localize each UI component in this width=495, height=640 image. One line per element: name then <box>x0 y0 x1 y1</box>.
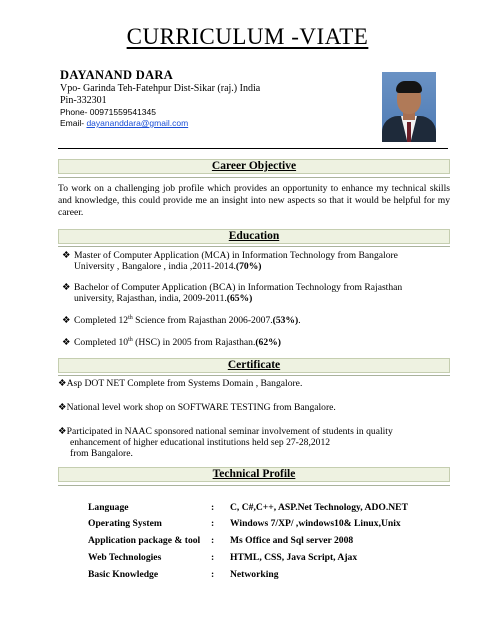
section-divider <box>58 375 450 376</box>
address-line: Vpo- Garinda Teh-Fatehpur Dist-Sikar (raj.) India <box>60 83 261 94</box>
education-item: ❖ Bachelor of Computer Application (BCA) in Information Technology from Rajasthan university, Rajasthan, india, 2009-2011.(65%) <box>62 282 403 304</box>
bullet-diamond-icon: ❖ <box>62 337 71 348</box>
bullet-diamond-icon: ❖ <box>58 378 67 389</box>
section-divider <box>58 246 450 247</box>
document-title: CURRICULUM -VIATE <box>126 24 369 49</box>
section-divider <box>58 177 450 178</box>
certificate-item: ❖National level work shop on SOFTWARE TESTING from Bangalore. <box>58 402 336 413</box>
email-link[interactable]: dayananddara@gmail.com <box>86 118 189 128</box>
bullet-diamond-icon: ❖ <box>58 426 67 437</box>
education-item: ❖ Master of Computer Application (MCA) in Information Technology from Bangalore University , Bangalore , india ,2011-2014.(70%) <box>62 250 398 272</box>
bullet-diamond-icon: ❖ <box>62 250 71 261</box>
technical-profile-heading: Technical Profile <box>58 467 450 482</box>
certificate-item: ❖Asp DOT NET Complete from Systems Domain , Bangalore. <box>58 378 303 389</box>
certificate-item: ❖Participated in NAAC sponsored national seminar involvement of students in quality enhancement of higher educational institutions held sep 27-28,2012 from Bangalore. <box>58 426 393 459</box>
section-divider <box>58 485 450 486</box>
profile-photo <box>382 72 436 142</box>
bullet-diamond-icon: ❖ <box>62 315 71 326</box>
education-item: ❖ Completed 10th (HSC) in 2005 from Rajasthan.(62%) <box>62 336 281 348</box>
email-line <box>60 118 188 128</box>
pin-code: Pin-332301 <box>60 95 107 106</box>
header-divider <box>58 148 448 149</box>
education-item: ❖ Completed 12th Science from Rajasthan 2006-2007.(53%). <box>62 314 301 326</box>
career-objective-text: To work on a challenging job profile which provides an opportunity to enhance my technical skills and knowledge, this could provide me an insight into new aspects so that it would be helpful for my career. <box>58 183 450 218</box>
bullet-diamond-icon: ❖ <box>58 402 67 413</box>
email-label: Email- <box>60 118 87 128</box>
career-objective-heading: Career Objective <box>58 159 450 174</box>
certificate-heading: Certificate <box>58 358 450 373</box>
phone-number: Phone- 00971559541345 <box>60 107 156 117</box>
bullet-diamond-icon: ❖ <box>62 282 71 293</box>
education-heading: Education <box>58 229 450 244</box>
candidate-name: DAYANAND DARA <box>60 68 174 82</box>
